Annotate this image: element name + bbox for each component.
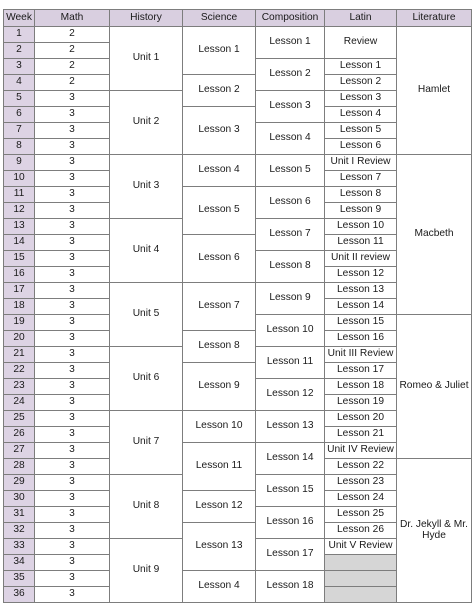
week-cell: 36 (4, 587, 35, 603)
week-cell: 4 (4, 75, 35, 91)
latin-cell: Lesson 17 (325, 363, 397, 379)
week-cell: 22 (4, 363, 35, 379)
literature-cell: Macbeth (397, 155, 472, 315)
science-cell: Lesson 1 (183, 27, 256, 75)
week-cell: 10 (4, 171, 35, 187)
latin-cell: Lesson 8 (325, 187, 397, 203)
composition-cell: Lesson 18 (256, 571, 325, 603)
latin-cell: Lesson 9 (325, 203, 397, 219)
week-cell: 9 (4, 155, 35, 171)
latin-cell: Lesson 6 (325, 139, 397, 155)
math-cell: 3 (35, 411, 110, 427)
latin-cell: Lesson 13 (325, 283, 397, 299)
composition-cell: Lesson 6 (256, 187, 325, 219)
literature-cell: Dr. Jekyll & Mr. Hyde (397, 459, 472, 603)
science-cell: Lesson 8 (183, 331, 256, 363)
math-cell: 2 (35, 27, 110, 43)
latin-cell: Lesson 14 (325, 299, 397, 315)
blank-cell (325, 555, 397, 571)
week-cell: 1 (4, 27, 35, 43)
science-cell: Lesson 12 (183, 491, 256, 523)
latin-cell: Unit III Review (325, 347, 397, 363)
math-cell: 3 (35, 491, 110, 507)
week-cell: 20 (4, 331, 35, 347)
latin-cell: Lesson 16 (325, 331, 397, 347)
week-cell: 5 (4, 91, 35, 107)
schedule-row (4, 155, 472, 171)
math-cell: 3 (35, 587, 110, 603)
math-cell: 3 (35, 299, 110, 315)
week-cell: 29 (4, 475, 35, 491)
math-cell: 3 (35, 123, 110, 139)
math-cell: 3 (35, 331, 110, 347)
history-cell: Unit 8 (110, 475, 183, 539)
science-cell: Lesson 9 (183, 363, 256, 411)
latin-cell: Lesson 7 (325, 171, 397, 187)
week-cell: 25 (4, 411, 35, 427)
math-cell: 3 (35, 507, 110, 523)
composition-cell: Lesson 8 (256, 251, 325, 283)
literature-cell: Hamlet (397, 27, 472, 155)
latin-cell: Lesson 15 (325, 315, 397, 331)
latin-cell: Unit IV Review (325, 443, 397, 459)
latin-cell: Lesson 12 (325, 267, 397, 283)
week-cell: 2 (4, 43, 35, 59)
math-cell: 2 (35, 43, 110, 59)
composition-cell: Lesson 7 (256, 219, 325, 251)
composition-cell: Lesson 9 (256, 283, 325, 315)
schedule-body (4, 27, 472, 603)
science-cell: Lesson 7 (183, 283, 256, 331)
week-cell: 24 (4, 395, 35, 411)
math-cell: 3 (35, 315, 110, 331)
composition-cell: Lesson 3 (256, 91, 325, 123)
math-cell: 3 (35, 251, 110, 267)
math-cell: 2 (35, 75, 110, 91)
history-cell: Unit 3 (110, 155, 183, 219)
composition-cell: Lesson 12 (256, 379, 325, 411)
header-literature: Literature (397, 10, 472, 27)
composition-cell: Lesson 13 (256, 411, 325, 443)
latin-cell: Lesson 23 (325, 475, 397, 491)
latin-cell: Lesson 25 (325, 507, 397, 523)
header-row (4, 10, 472, 27)
math-cell: 3 (35, 171, 110, 187)
header-week: Week (4, 10, 35, 27)
math-cell: 3 (35, 203, 110, 219)
week-cell: 30 (4, 491, 35, 507)
latin-cell: Lesson 11 (325, 235, 397, 251)
math-cell: 3 (35, 347, 110, 363)
composition-cell: Lesson 17 (256, 539, 325, 571)
latin-cell: Lesson 1 (325, 59, 397, 75)
week-cell: 35 (4, 571, 35, 587)
math-cell: 3 (35, 379, 110, 395)
math-cell: 3 (35, 459, 110, 475)
latin-cell: Lesson 2 (325, 75, 397, 91)
header-history: History (110, 10, 183, 27)
science-cell: Lesson 4 (183, 571, 256, 603)
composition-cell: Lesson 2 (256, 59, 325, 91)
math-cell: 3 (35, 187, 110, 203)
week-cell: 31 (4, 507, 35, 523)
math-cell: 3 (35, 107, 110, 123)
header-science: Science (183, 10, 256, 27)
week-cell: 28 (4, 459, 35, 475)
literature-cell: Romeo & Juliet (397, 315, 472, 459)
blank-cell (325, 571, 397, 587)
composition-cell: Lesson 14 (256, 443, 325, 475)
math-cell: 3 (35, 555, 110, 571)
science-cell: Lesson 6 (183, 235, 256, 283)
latin-cell: Lesson 26 (325, 523, 397, 539)
week-cell: 16 (4, 267, 35, 283)
math-cell: 3 (35, 219, 110, 235)
science-cell: Lesson 10 (183, 411, 256, 443)
math-cell: 3 (35, 155, 110, 171)
math-cell: 3 (35, 395, 110, 411)
composition-cell: Lesson 1 (256, 27, 325, 59)
week-cell: 33 (4, 539, 35, 555)
latin-cell: Lesson 24 (325, 491, 397, 507)
history-cell: Unit 4 (110, 219, 183, 283)
week-cell: 19 (4, 315, 35, 331)
latin-cell: Lesson 22 (325, 459, 397, 475)
composition-cell: Lesson 5 (256, 155, 325, 187)
week-cell: 7 (4, 123, 35, 139)
week-cell: 15 (4, 251, 35, 267)
latin-cell: Lesson 21 (325, 427, 397, 443)
science-cell: Lesson 13 (183, 523, 256, 571)
week-cell: 32 (4, 523, 35, 539)
science-cell: Lesson 5 (183, 187, 256, 235)
week-cell: 8 (4, 139, 35, 155)
math-cell: 3 (35, 523, 110, 539)
latin-cell: Lesson 10 (325, 219, 397, 235)
week-cell: 3 (4, 59, 35, 75)
science-cell: Lesson 3 (183, 107, 256, 155)
schedule-table (3, 9, 472, 603)
schedule-sheet (3, 9, 472, 603)
week-cell: 14 (4, 235, 35, 251)
math-cell: 3 (35, 427, 110, 443)
week-cell: 11 (4, 187, 35, 203)
latin-cell: Lesson 20 (325, 411, 397, 427)
latin-cell: Lesson 5 (325, 123, 397, 139)
week-cell: 26 (4, 427, 35, 443)
latin-cell: Unit I Review (325, 155, 397, 171)
math-cell: 2 (35, 59, 110, 75)
math-cell: 3 (35, 91, 110, 107)
latin-cell: Lesson 3 (325, 91, 397, 107)
math-cell: 3 (35, 267, 110, 283)
schedule-row (4, 27, 472, 43)
latin-cell: Lesson 18 (325, 379, 397, 395)
latin-cell: Lesson 19 (325, 395, 397, 411)
week-cell: 34 (4, 555, 35, 571)
composition-cell: Lesson 4 (256, 123, 325, 155)
history-cell: Unit 1 (110, 27, 183, 91)
science-cell: Lesson 11 (183, 443, 256, 491)
math-cell: 3 (35, 571, 110, 587)
header-latin: Latin (325, 10, 397, 27)
latin-cell: Unit V Review (325, 539, 397, 555)
math-cell: 3 (35, 139, 110, 155)
week-cell: 23 (4, 379, 35, 395)
week-cell: 13 (4, 219, 35, 235)
science-cell: Lesson 4 (183, 155, 256, 187)
header-math: Math (35, 10, 110, 27)
math-cell: 3 (35, 539, 110, 555)
latin-cell: Lesson 4 (325, 107, 397, 123)
week-cell: 6 (4, 107, 35, 123)
math-cell: 3 (35, 443, 110, 459)
history-cell: Unit 5 (110, 283, 183, 347)
math-cell: 3 (35, 283, 110, 299)
history-cell: Unit 9 (110, 539, 183, 603)
latin-cell: Review (325, 27, 397, 59)
week-cell: 27 (4, 443, 35, 459)
composition-cell: Lesson 16 (256, 507, 325, 539)
math-cell: 3 (35, 363, 110, 379)
history-cell: Unit 6 (110, 347, 183, 411)
history-cell: Unit 2 (110, 91, 183, 155)
week-cell: 18 (4, 299, 35, 315)
blank-cell (325, 587, 397, 603)
history-cell: Unit 7 (110, 411, 183, 475)
header-composition: Composition (256, 10, 325, 27)
latin-cell: Unit II review (325, 251, 397, 267)
composition-cell: Lesson 15 (256, 475, 325, 507)
week-cell: 17 (4, 283, 35, 299)
composition-cell: Lesson 11 (256, 347, 325, 379)
science-cell: Lesson 2 (183, 75, 256, 107)
week-cell: 12 (4, 203, 35, 219)
composition-cell: Lesson 10 (256, 315, 325, 347)
week-cell: 21 (4, 347, 35, 363)
math-cell: 3 (35, 475, 110, 491)
math-cell: 3 (35, 235, 110, 251)
